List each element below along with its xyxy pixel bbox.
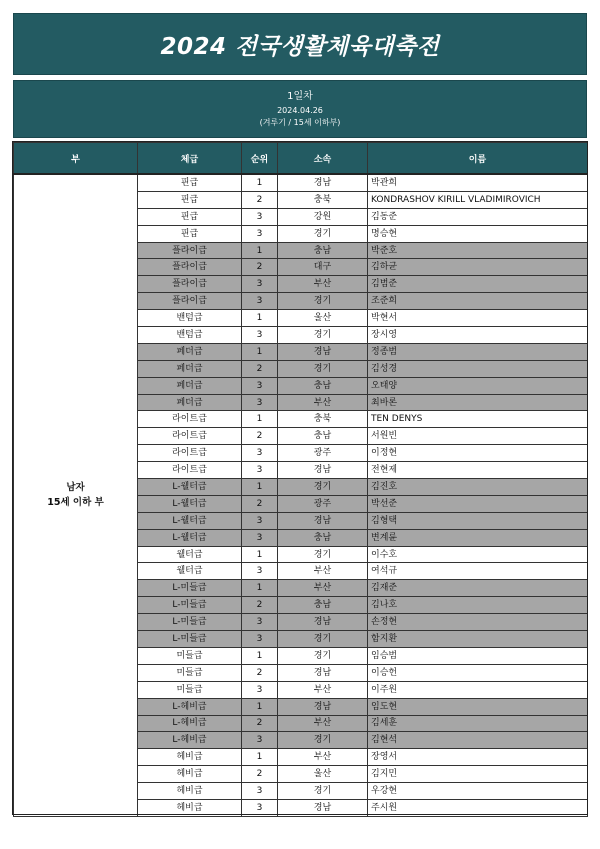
name-cell: 김범준 (368, 276, 588, 293)
weight-cell: L-웰터급 (138, 529, 242, 546)
team-cell: 부산 (278, 580, 368, 597)
name-cell: 이주원 (368, 681, 588, 698)
name-cell: 김세훈 (368, 715, 588, 732)
title-banner (13, 13, 587, 75)
team-cell: 경기 (278, 327, 368, 344)
team-cell: 충남 (278, 242, 368, 259)
name-cell: 박선준 (368, 495, 588, 512)
name-cell: 변계륜 (368, 529, 588, 546)
team-cell: 울산 (278, 310, 368, 327)
table-row (14, 174, 588, 191)
weight-cell: L-웰터급 (138, 479, 242, 496)
rank-cell: 3 (242, 293, 278, 310)
name-cell: 김재준 (368, 580, 588, 597)
name-cell: 김동준 (368, 208, 588, 225)
rank-cell: 1 (242, 580, 278, 597)
weight-cell: 라이트급 (138, 462, 242, 479)
name-cell: 김하균 (368, 259, 588, 276)
team-cell: 경남 (278, 698, 368, 715)
weight-cell: 웰터급 (138, 546, 242, 563)
team-cell: 경기 (278, 647, 368, 664)
team-cell: 부산 (278, 563, 368, 580)
team-cell: 경남 (278, 614, 368, 631)
results-table (13, 142, 588, 817)
rank-cell: 2 (242, 259, 278, 276)
rank-cell: 1 (242, 411, 278, 428)
weight-cell: L-헤비급 (138, 732, 242, 749)
rank-cell: 1 (242, 242, 278, 259)
rank-cell: 3 (242, 377, 278, 394)
team-cell: 경기 (278, 546, 368, 563)
rank-cell: 3 (242, 799, 278, 816)
rank-cell: 3 (242, 327, 278, 344)
results-body (14, 174, 588, 816)
team-cell: 충남 (278, 529, 368, 546)
weight-cell: 미들급 (138, 647, 242, 664)
team-cell: 경기 (278, 732, 368, 749)
rank-cell: 3 (242, 631, 278, 648)
rank-cell: 3 (242, 208, 278, 225)
name-cell: 장영서 (368, 749, 588, 766)
rank-cell: 1 (242, 698, 278, 715)
weight-cell: 플라이급 (138, 242, 242, 259)
name-cell: 장시영 (368, 327, 588, 344)
name-cell: 임승범 (368, 647, 588, 664)
weight-cell: 플라이급 (138, 259, 242, 276)
rank-cell: 3 (242, 681, 278, 698)
weight-cell: 핀급 (138, 174, 242, 191)
weight-cell: 플라이급 (138, 293, 242, 310)
team-cell: 대구 (278, 259, 368, 276)
info-banner (13, 80, 587, 138)
weight-cell: 핀급 (138, 225, 242, 242)
column-header-rank: 순위 (242, 143, 278, 175)
name-cell: 김성경 (368, 360, 588, 377)
name-cell: 명승현 (368, 225, 588, 242)
rank-cell: 2 (242, 428, 278, 445)
name-cell: 김진호 (368, 479, 588, 496)
weight-cell: 라이트급 (138, 445, 242, 462)
rank-cell: 1 (242, 546, 278, 563)
team-cell: 충남 (278, 597, 368, 614)
weight-cell: 헤비급 (138, 766, 242, 783)
name-cell: 서원빈 (368, 428, 588, 445)
name-cell: 박현서 (368, 310, 588, 327)
team-cell: 경기 (278, 225, 368, 242)
division-age: 15세 이하 부 (47, 497, 104, 509)
name-cell: 박준호 (368, 242, 588, 259)
name-cell: 전현제 (368, 462, 588, 479)
rank-cell: 2 (242, 495, 278, 512)
table-header-row (14, 143, 588, 175)
team-cell: 충남 (278, 377, 368, 394)
rank-cell: 1 (242, 479, 278, 496)
column-header-team: 소속 (278, 143, 368, 175)
weight-cell: 미들급 (138, 664, 242, 681)
name-cell: 최바론 (368, 394, 588, 411)
team-cell: 경기 (278, 360, 368, 377)
category-label: (겨루기 / 15세 이하부) (259, 118, 341, 127)
team-cell: 부산 (278, 276, 368, 293)
name-cell: 주시원 (368, 799, 588, 816)
rank-cell: 2 (242, 715, 278, 732)
column-header-weight: 체급 (138, 143, 242, 175)
weight-cell: 페더급 (138, 343, 242, 360)
weight-cell: 라이트급 (138, 411, 242, 428)
team-cell: 울산 (278, 766, 368, 783)
rank-cell: 1 (242, 647, 278, 664)
name-cell: 우강현 (368, 783, 588, 800)
weight-cell: 페더급 (138, 360, 242, 377)
day-label: 1일차 (287, 91, 313, 102)
rank-cell: 3 (242, 563, 278, 580)
team-cell: 경남 (278, 343, 368, 360)
weight-cell: L-웰터급 (138, 495, 242, 512)
team-cell: 광주 (278, 495, 368, 512)
page-title: 2024 전국생활체육대축전 (160, 33, 440, 60)
weight-cell: 라이트급 (138, 428, 242, 445)
team-cell: 부산 (278, 681, 368, 698)
team-cell: 부산 (278, 394, 368, 411)
weight-cell: 헤비급 (138, 799, 242, 816)
name-cell: 임도현 (368, 698, 588, 715)
rank-cell: 1 (242, 174, 278, 191)
name-cell: TEN DENYS (368, 411, 588, 428)
rank-cell: 3 (242, 732, 278, 749)
rank-cell: 3 (242, 445, 278, 462)
weight-cell: 핀급 (138, 191, 242, 208)
name-cell: 손정현 (368, 614, 588, 631)
division-gender: 남자 (66, 482, 85, 494)
date-label: 2024.04.26 (277, 106, 323, 115)
name-cell: 박관희 (368, 174, 588, 191)
team-cell: 충남 (278, 428, 368, 445)
team-cell: 경기 (278, 631, 368, 648)
weight-cell: 핀급 (138, 208, 242, 225)
team-cell: 강원 (278, 208, 368, 225)
weight-cell: 헤비급 (138, 749, 242, 766)
weight-cell: L-헤비급 (138, 698, 242, 715)
column-header-division: 부 (14, 143, 138, 175)
rank-cell: 3 (242, 276, 278, 293)
name-cell: 이정현 (368, 445, 588, 462)
name-cell: 김형택 (368, 512, 588, 529)
rank-cell: 3 (242, 783, 278, 800)
team-cell: 경남 (278, 174, 368, 191)
name-cell: 정종범 (368, 343, 588, 360)
rank-cell: 2 (242, 191, 278, 208)
weight-cell: L-미들급 (138, 580, 242, 597)
rank-cell: 3 (242, 512, 278, 529)
name-cell: 조준희 (368, 293, 588, 310)
weight-cell: 플라이급 (138, 276, 242, 293)
name-cell: 이수호 (368, 546, 588, 563)
weight-cell: L-미들급 (138, 631, 242, 648)
rank-cell: 3 (242, 529, 278, 546)
team-cell: 경기 (278, 783, 368, 800)
name-cell: KONDRASHOV KIRILL VLADIMIROVICH (368, 191, 588, 208)
rank-cell: 2 (242, 360, 278, 377)
weight-cell: 헤비급 (138, 783, 242, 800)
rank-cell: 1 (242, 310, 278, 327)
weight-cell: 웰터급 (138, 563, 242, 580)
team-cell: 충북 (278, 411, 368, 428)
weight-cell: 미들급 (138, 681, 242, 698)
weight-cell: 페더급 (138, 377, 242, 394)
team-cell: 충북 (278, 191, 368, 208)
rank-cell: 2 (242, 597, 278, 614)
team-cell: 부산 (278, 749, 368, 766)
rank-cell: 1 (242, 343, 278, 360)
rank-cell: 1 (242, 749, 278, 766)
team-cell: 광주 (278, 445, 368, 462)
rank-cell: 3 (242, 462, 278, 479)
weight-cell: L-미들급 (138, 614, 242, 631)
rank-cell: 2 (242, 664, 278, 681)
rank-cell: 3 (242, 394, 278, 411)
rank-cell: 3 (242, 614, 278, 631)
division-cell (14, 174, 138, 816)
weight-cell: 밴텀급 (138, 327, 242, 344)
name-cell: 이승헌 (368, 664, 588, 681)
weight-cell: L-미들급 (138, 597, 242, 614)
weight-cell: L-헤비급 (138, 715, 242, 732)
rank-cell: 2 (242, 766, 278, 783)
team-cell: 경남 (278, 664, 368, 681)
weight-cell: 밴텀급 (138, 310, 242, 327)
name-cell: 오태양 (368, 377, 588, 394)
name-cell: 함지환 (368, 631, 588, 648)
column-header-name: 이름 (368, 143, 588, 175)
team-cell: 부산 (278, 715, 368, 732)
team-cell: 경남 (278, 799, 368, 816)
team-cell: 경기 (278, 293, 368, 310)
team-cell: 경기 (278, 479, 368, 496)
team-cell: 경남 (278, 462, 368, 479)
rank-cell: 3 (242, 225, 278, 242)
weight-cell: 페더급 (138, 394, 242, 411)
team-cell: 경남 (278, 512, 368, 529)
name-cell: 김현석 (368, 732, 588, 749)
name-cell: 김나호 (368, 597, 588, 614)
weight-cell: L-웰터급 (138, 512, 242, 529)
name-cell: 김지민 (368, 766, 588, 783)
name-cell: 여석규 (368, 563, 588, 580)
